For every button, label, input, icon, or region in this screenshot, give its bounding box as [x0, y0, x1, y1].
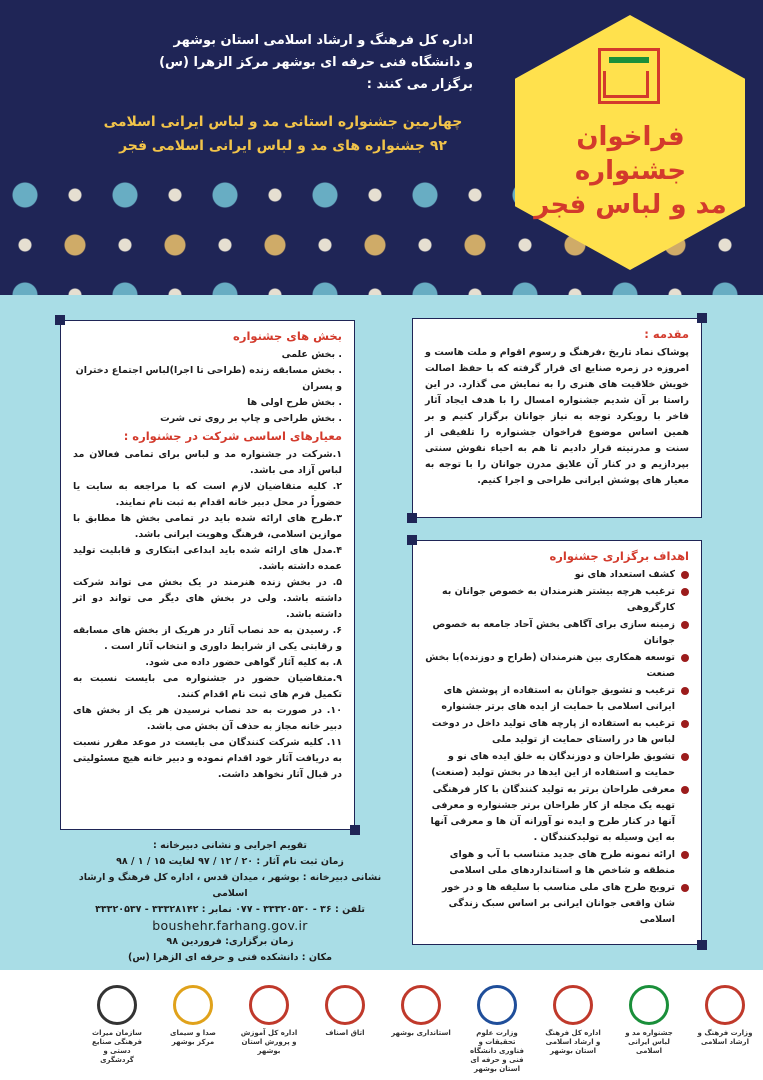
- irib-logo-icon: [173, 985, 213, 1025]
- box-corner: [55, 315, 65, 325]
- box-corner: [697, 940, 707, 950]
- list-item: ۶. رسیدن به حد نصاب آثار در هریک از بخش های مسابقه و رقابتی یکی از شرایط داوری و انتخاب آثار است .: [73, 625, 342, 652]
- festival-logo-icon: [629, 985, 669, 1025]
- sponsor-logo: [390, 985, 452, 1038]
- sponsor-logo: [694, 985, 756, 1047]
- list-item: . بخش طرح اولی ها: [247, 397, 342, 408]
- sponsor-caption: اتاق اصناف: [325, 1029, 365, 1037]
- secretariat-address: نشانی دبیرخانه : بوشهر ، میدان قدس ، اداره کل فرهنگ و ارشاد اسلامی: [78, 872, 382, 899]
- festival-line-1: چهارمین جشنواره استانی مد و لباس ایرانی اسلامی: [103, 114, 463, 130]
- list-item: ترغیب و تشویق جوانان به استفاده از پوشش های ایرانی اسلامی با حمایت از ایده های برتر جشنواره: [425, 683, 689, 715]
- sponsor-caption: اداره کل فرهنگ و ارشاد اسلامی استان بوشهر: [545, 1029, 601, 1055]
- organizers-line-1: اداره کل فرهنگ و ارشاد اسلامی استان بوشهر: [173, 33, 473, 48]
- event-place: مکان : دانشکده فنی و حرفه ای الزهرا (س): [128, 952, 332, 963]
- list-item: معرفی طراحان برتر به تولید کنندگان با کار فرهنگی تهیه یک مجله از کار طراحان برتر جشنواره و معرفی آنها در کنار طرح و ایده نو آورانه آن ها و معرفی آنها به این وسیله به تولیدکنندگان .: [425, 782, 689, 846]
- sections-title: بخش های جشنواره: [233, 329, 342, 343]
- list-item: ۸. به کلیه آثار گواهی حضور داده می شود.: [145, 657, 342, 668]
- box-corner: [350, 825, 360, 835]
- goals-title: اهداف برگزاری جشنواره: [549, 549, 689, 563]
- list-item: زمینه سازی برای آگاهی بخش آحاد جامعه به خصوص جوانان: [425, 617, 689, 649]
- iran-emblem-icon: [249, 985, 289, 1025]
- list-item: . بخش طراحی و چاپ بر روی تی شرت: [160, 413, 342, 424]
- badge-title-line-1: فراخوان جشنواره: [574, 122, 687, 186]
- schedule-block: [60, 838, 400, 966]
- schedule-title: تقویم اجرایی و نشانی دبیرخانه :: [152, 840, 308, 851]
- sponsor-caption: سازمان میراث فرهنگی صنایع دستی و گردشگری: [92, 1029, 142, 1064]
- event-time: زمان برگزاری: فروردین ۹۸: [166, 936, 294, 947]
- list-item: ۱.شرکت در جشنواره مد و لباس برای تمامی فعالان مد لباس آزاد می باشد.: [73, 449, 342, 476]
- box-corner: [697, 313, 707, 323]
- list-item: . بخش مسابقه زنده (طراحی تا اجرا)لباس اجتماع دختران و پسران: [75, 365, 342, 392]
- list-item: ۱۰. در صورت به حد نصاب نرسیدن هر یک از بخش های دبیر خانه مجاز به حذف آن بخش می باشد.: [73, 705, 342, 732]
- gear-logo-icon: [325, 985, 365, 1025]
- sponsor-caption: وزارت فرهنگ و ارشاد اسلامی: [697, 1029, 753, 1046]
- organizers-line-2: و دانشگاه فنی حرفه ای بوشهر مرکز الزهرا (س): [159, 55, 473, 70]
- criteria-title: معیارهای اساسی شرکت در جشنواره :: [123, 429, 342, 443]
- organizers-text: [53, 30, 473, 96]
- sponsor-logo: [238, 985, 300, 1056]
- list-item: تشویق طراحان و دوزندگان به خلق ایده های نو و حمایت و استفاده از این ایدها در بخش تولید (صنعت): [425, 749, 689, 781]
- phone-fax: تلفن : ۳۶ - ۳۳۳۲۰۵۳۰ - ۰۷۷ نمابر : ۳۳۳۲۸۱۴۲ - ۳۳۳۲۰۵۳۷: [95, 904, 365, 915]
- sponsor-caption: اداره کل آموزش و پرورش استان بوشهر: [240, 1029, 298, 1055]
- list-item: ۹.متقاضیان حضور در جشنواره می بایست نسبت به تکمیل فرم های ثبت نام اقدام کنند.: [73, 673, 342, 700]
- list-item: ترغیب به استفاده از پارچه های تولید داخل در دوخت لباس ها در راستای حمایت از تولید ملی: [425, 716, 689, 748]
- university-logo-icon: [477, 985, 517, 1025]
- list-item: ۱۱. کلیه شرکت کنندگان می بایست در موعد مقرر نسبت به دریافت آثار خود اقدام نموده و دبیر خانه هیچ مسئولیتی در قبال آثار نخواهد داشت.: [73, 737, 342, 780]
- website-link[interactable]: boushehr.farhang.gov.ir: [152, 918, 308, 933]
- list-item: ترویج طرح های ملی مناسب با سلیقه ها و در خور شان واقعی جوانان ایرانی بر اساس سبک زندگی اسلامی: [425, 880, 689, 928]
- sponsor-caption: وزارت علوم تحقیقات و فناوری دانشگاه فنی و حرفه ای استان بوشهر: [470, 1029, 524, 1073]
- festival-line-2: ۹۲ جشنواره های مد و لباس ایرانی اسلامی فجر: [119, 138, 447, 154]
- sponsor-logo: [466, 985, 528, 1074]
- list-item: ارائه نمونه طرح های جدید متناسب با آب و هوای منطقه و شاخص ها و استانداردهای ملی اسلامی: [425, 847, 689, 879]
- registration-deadline: زمان ثبت نام آثار : ۲۰ / ۱۲ / ۹۷ لغایت ۱۵ / ۱ / ۹۸: [116, 856, 344, 867]
- list-item: ۳.طرح های ارائه شده باید در تمامی بخش ها مطابق با موازین اسلامی، فرهنگ وهویت ایرانی باشد.: [73, 513, 342, 540]
- box-corner: [407, 535, 417, 545]
- intro-body: پوشاک نماد تاریخ ،فرهنگ و رسوم اقوام و ملت هاست و امروزه در زمره صنایع ای قرار گرفته که با حفظ اصالت خویش خلاقیت های هنری را به نمایش می گذارد. در این راستا بر آن شدیم جشنواره امسال را با هدف ایجاد آثار فاخر با رویکرد توجه به نیاز جوانان برگزار کنیم و بر همین اساس موضوع فراخوان جشنواره را تلفیقی از سنت و مدرنیته قرار دادیم تا هم به احیاء نقوش سنتی بپردازیم و در کنار آن علایق مدرن جوانان را با توجه به معیار های پوشش ایرانی طراحی و اجرا کنیم.: [425, 347, 689, 486]
- list-item: ۵. در بخش زنده هنرمند در یک بخش می تواند شرکت داشته باشد. ولی در بخش های دیگر می تواند دو اثر داشته باشد.: [73, 577, 342, 620]
- intro-box: [412, 318, 702, 518]
- badge-title-line-2: مد و لباس فجر: [534, 190, 727, 220]
- list-item: ۴.مدل های ارائه شده باید ابداعی ابتکاری و قابلیت تولید عمده داشته باشد.: [73, 545, 342, 572]
- goals-box: [412, 540, 702, 945]
- iran-emblem-icon: [401, 985, 441, 1025]
- sponsor-caption: صدا و سیمای مرکز بوشهر: [170, 1029, 216, 1046]
- sponsor-logo: [86, 985, 148, 1065]
- list-item: . بخش علمی: [281, 349, 342, 360]
- festival-logo-icon: [598, 48, 660, 104]
- sponsor-logo: [542, 985, 604, 1056]
- list-item: ترغیب هرچه بیشتر هنرمندان به خصوص جوانان به کارگروهی: [425, 584, 689, 616]
- sponsor-logo: [162, 985, 224, 1047]
- heritage-logo-icon: [97, 985, 137, 1025]
- festival-names: [103, 110, 463, 158]
- list-item: کشف استعداد های نو: [425, 567, 689, 583]
- sponsor-caption: استانداری بوشهر: [391, 1029, 451, 1037]
- organizers-line-3: برگزار می کنند :: [366, 77, 473, 92]
- iran-emblem-icon: [553, 985, 593, 1025]
- iran-emblem-icon: [705, 985, 745, 1025]
- sponsor-caption: جشنواره مد و لباس ایرانی اسلامی: [625, 1029, 673, 1055]
- badge-title: [528, 120, 733, 222]
- sponsor-logo: [618, 985, 680, 1056]
- list-item: توسعه همکاری بین هنرمندان (طراح و دوزنده)با بخش صنعت: [425, 650, 689, 682]
- intro-title: مقدمه :: [644, 327, 689, 341]
- box-corner: [407, 513, 417, 523]
- sponsor-logo: [314, 985, 376, 1038]
- sections-criteria-box: [60, 320, 355, 830]
- list-item: ۲. کلیه متقاضیان لازم است که با مراجعه به سایت یا حضوراً در محل دبیر خانه اقدام به ثبت نام نمایند.: [73, 481, 342, 508]
